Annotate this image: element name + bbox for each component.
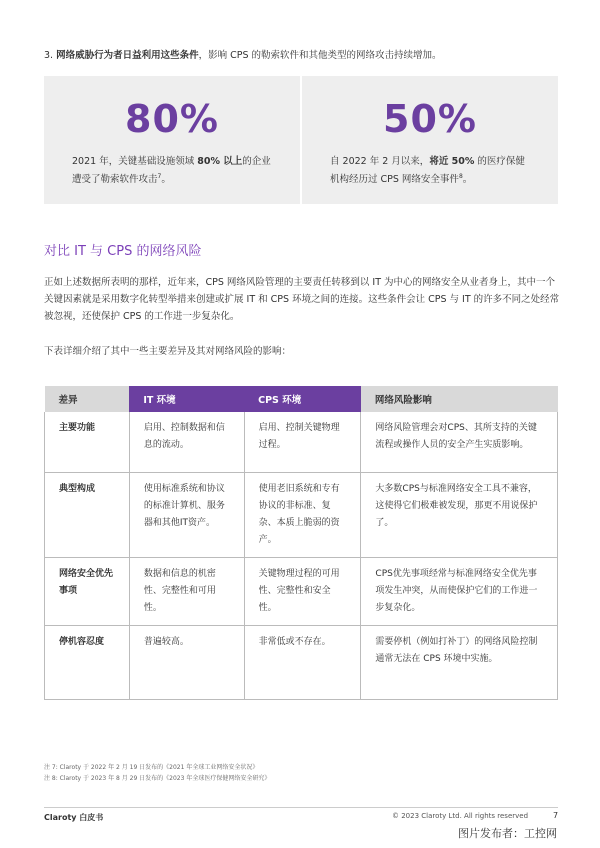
stat-text-end: 。 (161, 174, 171, 186)
table-row (45, 625, 558, 699)
table-cell: 非常低或不存在。 (244, 625, 361, 699)
footnotes (44, 762, 270, 784)
stat-footnote-ref: 8 (458, 173, 463, 180)
stat-text-after: 的企业遭受了勒索软件攻击 (72, 156, 271, 186)
table-row (45, 557, 558, 625)
stat-description (330, 154, 530, 187)
header-cps: CPS 环境 (244, 386, 361, 412)
table-cell: 关键物理过程的可用性、完整性和安全性。 (244, 557, 361, 625)
stat-text-bold: 80% 以上 (197, 156, 243, 167)
table-cell: CPS优先事项经常与标准网络安全优先事项发生冲突，从而使保护它们的工作进一步复杂化。 (361, 557, 558, 625)
stat-card-50 (302, 76, 558, 204)
publisher-credit: 图片发布者：工控网 (458, 827, 557, 840)
table-cell: 使用标准系统和协议的标准计算机、服务器和其他IT资产。 (129, 472, 244, 557)
table-cell: 使用老旧系统和专有协议的非标准、复杂、本质上脆弱的资产。 (244, 472, 361, 557)
stat-text-before: 自 2022 年 2 月以来， (330, 156, 430, 167)
footnote-8: 注 8: Claroty 于 2023 年 8 月 29 日发布的《2023 年全球医疗保健网络安全研究》 (44, 775, 271, 782)
row-label: 主要功能 (45, 412, 130, 472)
stat-text-bold: 将近 50% (429, 156, 475, 167)
footnote-7: 注 7: Claroty 于 2022 年 2 月 19 日发布的《2021 年全球工业网络安全状况》 (44, 764, 259, 771)
intro-prefix: 3. (44, 50, 57, 61)
stat-number: 50% (383, 97, 477, 141)
stat-description (72, 154, 272, 187)
table-intro: 下表详细介绍了其中一些主要差异及其对网络风险的影响： (44, 346, 292, 357)
row-label: 典型构成 (45, 472, 130, 557)
footer-divider (44, 807, 558, 808)
body-paragraph: 正如上述数据所表明的那样，近年来，CPS 网络风险管理的主要责任转移到以 IT 为中心的网络安全从业者身上，其中一个关键因素就是采用数字化转型举措来创建或扩展 IT 和 CPS 环境之间的连接。这些条件会让 CPS 与 IT 的许多不同之处经常被忽视，还使保护 CPS 的工作进一步复杂化。 (44, 277, 560, 322)
header-it: IT 环境 (129, 386, 244, 412)
stats-panel (44, 76, 558, 204)
table-row (45, 472, 558, 557)
intro-bold: 网络威胁行为者日益利用这些条件 (56, 50, 199, 61)
stat-text-after: 的医疗保健机构经历过 CPS 网络安全事件 (330, 156, 525, 186)
intro-rest: ，影响 CPS 的勒索软件和其他类型的网络攻击持续增加。 (198, 50, 442, 61)
footer-copyright: © 2023 Claroty Ltd. All rights reserved (392, 812, 529, 820)
footer-brand: Claroty 白皮书 (44, 813, 104, 822)
stat-footnote-ref: 7 (157, 173, 162, 180)
comparison-table (44, 386, 558, 700)
header-risk-impact: 网络风险影响 (361, 386, 558, 412)
table-cell: 数据和信息的机密性、完整性和可用性。 (129, 557, 244, 625)
row-label: 网络安全优先事项 (45, 557, 130, 625)
stat-card-80 (44, 76, 300, 204)
page-number: 7 (553, 811, 559, 820)
header-difference: 差异 (45, 386, 130, 412)
row-label: 停机容忍度 (45, 625, 130, 699)
table-header-row (45, 386, 558, 412)
table-row (45, 412, 558, 472)
table-cell: 网络风险管理会对CPS、其所支持的关键流程或操作人员的安全产生实质影响。 (361, 412, 558, 472)
table-cell: 启用、控制数据和信息的流动。 (129, 412, 244, 472)
table-cell: 需要停机（例如打补丁）的网络风险控制通常无法在 CPS 环境中实施。 (361, 625, 558, 699)
table-cell: 启用、控制关键物理过程。 (244, 412, 361, 472)
stat-text-end: 。 (462, 174, 473, 186)
stat-number: 80% (125, 97, 219, 141)
table-cell: 大多数CPS与标准网络安全工具不兼容，这使得它们极难被发现，那更不用说保护了。 (361, 472, 558, 557)
stat-text-before: 2021 年，关键基础设施领域 (72, 156, 198, 167)
section-title: 对比 IT 与 CPS 的网络风险 (44, 244, 202, 259)
intro-line (44, 47, 564, 61)
table-cell: 普遍较高。 (129, 625, 244, 699)
